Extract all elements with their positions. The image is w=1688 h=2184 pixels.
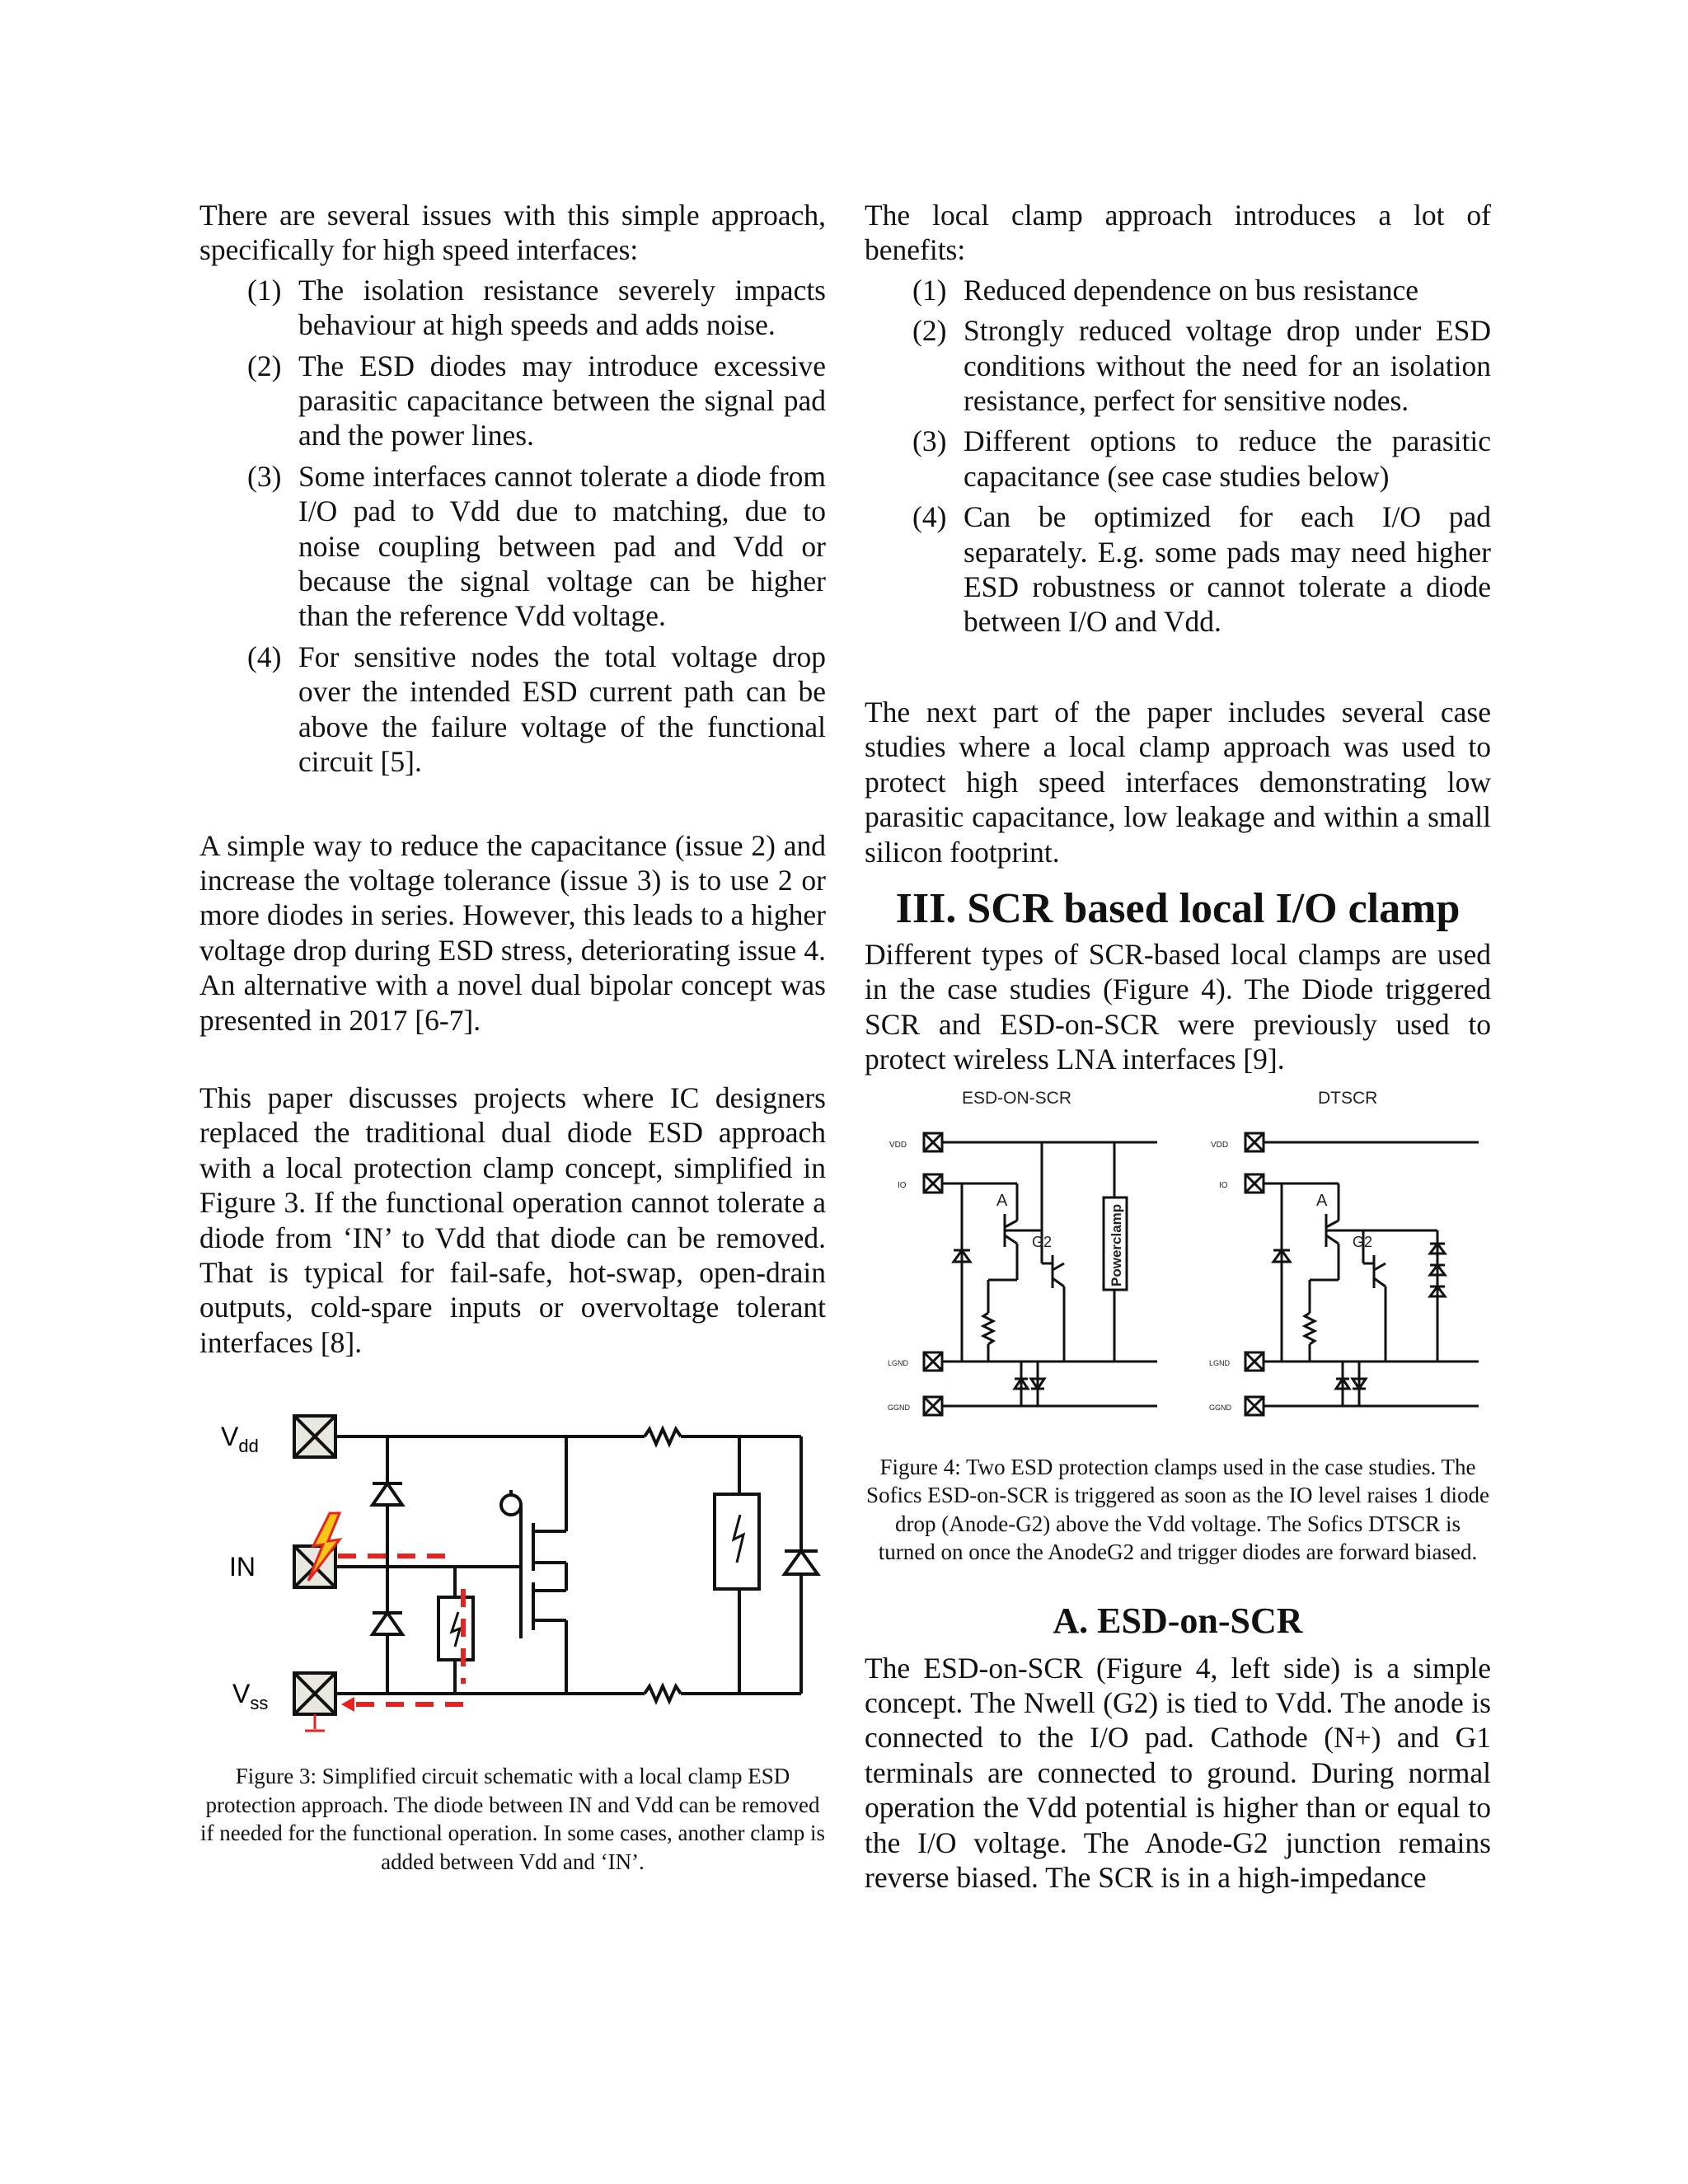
svg-text:G2: G2 [1032,1233,1053,1250]
figure-4-schematic [865,1082,1491,1453]
dtscr-title: DTSCR [1318,1088,1378,1108]
diode-vss-in-icon [373,1613,402,1634]
svg-text:G2: G2 [1353,1233,1373,1250]
left-intro: There are several issues with this simple approach, specifically for high speed interfaces: [199,199,826,267]
section-title: III. SCR based local I/O clamp [895,884,1461,932]
local-clamp-icon [438,1597,473,1660]
list-item: (2) Strongly reduced voltage drop under ESD conditions without the need for an isolation resistance, perfect for sensitive nodes. [912,314,1491,418]
list-item: (4) Can be optimized for each I/O pad separately. E.g. some pads may need higher ESD robustness or cannot tolerate a diode between I/O and Vdd. [912,500,1491,639]
list-item: (1) Reduced dependence on bus resistance [912,273,1419,307]
figure-3-caption: Figure 3: Simplified circuit schematic with a local clamp ESD protection approach. The diode between IN and Vdd can be removed if needed for the functional operation. In some cases, another clamp is added between Vdd and ‘IN’. [200,1764,825,1874]
svg-text:VDD: VDD [889,1140,907,1150]
svg-text:GGND: GGND [1209,1403,1231,1412]
right-paragraph-3: Different types of SCR-based local clamps are used in the case studies (Figure 4). The Diode triggered SCR and ESD-on-SCR were previously used to protect wireless LNA interfaces [9]. [865,937,1491,1076]
right-column [865,198,1491,1895]
rail-diode-icon [785,1551,818,1574]
left-paragraph-2: A simple way to reduce the capacitance (issue 2) and increase the voltage tolerance (issue 3) is to use 2 or more diodes in series. However, this leads to a higher voltage drop during ESD stress, deteriorating issue 4. An alternative with a novel dual bipolar concept was presented in 2017 [6-7]. [199,828,826,1037]
svg-text:GGND: GGND [888,1403,910,1412]
power-clamp-icon [715,1494,759,1589]
issues-list [199,273,826,780]
svg-text:IO: IO [1219,1180,1228,1190]
pmos-gate-icon [501,1495,521,1515]
figure-4-caption: Figure 4: Two ESD protection clamps used in the case studies. The Sofics ESD-on-SCR is triggered as soon as the IO level raises 1 diode drop (Anode-G2) above the Vdd voltage. The Sofics DTSCR is turned on once the AnodeG2 and trigger diodes are forward biased. [866,1454,1489,1565]
list-item: (3) Different options to reduce the parasitic capacitance (see case studies below) [912,424,1491,493]
svg-text:A: A [1316,1191,1328,1210]
left-column [199,198,826,1876]
svg-text:A: A [996,1191,1008,1210]
right-intro: The local clamp approach introduces a lot of benefits: [865,199,1491,267]
figure-3-schematic [199,1399,826,1762]
left-paragraph-3: This paper discusses projects where IC designers replaced the traditional dual diode ESD approach with a local protection clamp concept, simplified in Figure 3. If the functional operation cannot tolerate a diode from ‘IN’ to Vdd that diode can be removed. That is typical for fail-safe, hot-swap, open-drain outputs, cold-spare inputs or overvoltage tolerant interfaces [8]. [199,1080,826,1359]
list-item: (1) The isolation resistance severely impacts behaviour at high speeds and adds noise. [247,273,826,342]
benefits-list [865,273,1491,640]
right-paragraph-2: The next part of the paper includes several case studies where a local clamp approach was used to protect high speed interfaces demonstrating low parasitic capacitance, low leakage and within a small silicon footprint. [865,695,1491,869]
svg-text:IO: IO [898,1180,907,1190]
vss-label: $V_{ss}$ [232,1679,269,1714]
svg-text:LGND: LGND [888,1358,909,1367]
list-item: (3) Some interfaces cannot tolerate a diode from I/O pad to Vdd due to matching, due to noise coupling between pad and Vdd or because the signal voltage can be higher than the reference Vdd voltage. [247,459,826,633]
subsection-title: A. ESD-on-SCR [1053,1600,1303,1641]
list-item: (4) For sensitive nodes the total voltage drop over the intended ESD current path can be above the failure voltage of the functional circuit [5]. [247,640,826,779]
diode-in-vdd-icon [373,1483,402,1505]
in-label: IN [229,1552,256,1582]
esd-on-scr-title: ESD-ON-SCR [962,1088,1072,1108]
svg-text:LGND: LGND [1209,1358,1231,1367]
svg-text:VDD: VDD [1211,1140,1229,1150]
list-item: (2) The ESD diodes may introduce excessive parasitic capacitance between the signal pad and the power lines. [247,349,826,452]
vdd-label: $V_{dd}$ [221,1422,259,1457]
right-paragraph-4: The ESD-on-SCR (Figure 4, left side) is a simple concept. The Nwell (G2) is tied to Vdd. The anode is connected to the I/O pad. Cathode (N+) and G1 terminals are connected to ground. During normal operation the Vdd potential is higher than or equal to the I/O voltage. The Anode-G2 junction remains reverse biased. The SCR is in a high-impedance [865,1651,1491,1894]
svg-text:Powerclamp: Powerclamp [1109,1203,1124,1286]
